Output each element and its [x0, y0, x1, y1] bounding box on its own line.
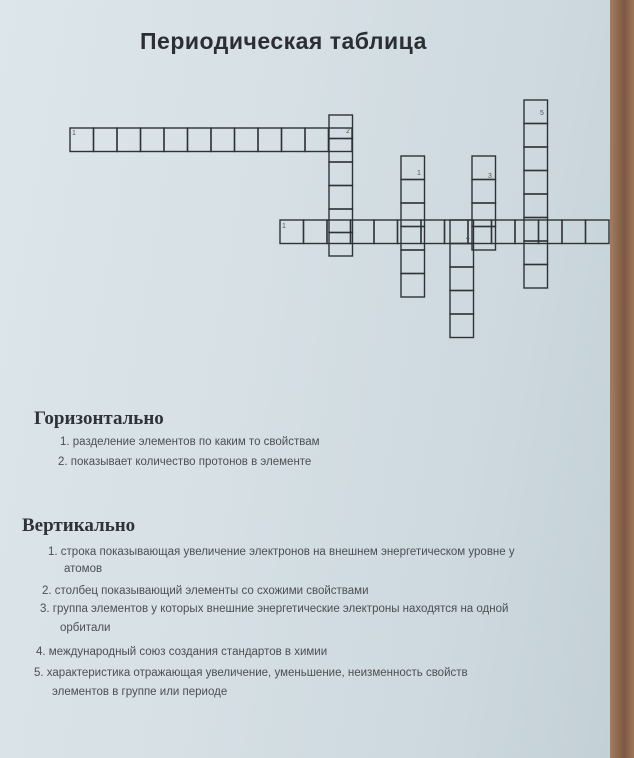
vertical-clue-1-cont: атомов [64, 563, 103, 575]
v4-cell[interactable] [450, 244, 474, 268]
h2-cell[interactable] [305, 128, 329, 152]
v4-cell[interactable] [450, 291, 474, 315]
h1-cell[interactable] [586, 220, 610, 244]
table-surface [610, 0, 634, 758]
v1-cell[interactable] [401, 274, 425, 298]
vertical-clue-4: 4. международный союз создания стандартов в химии [36, 646, 328, 658]
v2-number: 2 [346, 128, 350, 135]
h2-cell[interactable] [282, 128, 306, 152]
v4-cell[interactable] [450, 267, 474, 291]
h2-number: 1 [72, 130, 76, 137]
v1-cell[interactable] [401, 180, 425, 204]
v1-cell[interactable] [401, 156, 425, 180]
h1-cell[interactable] [539, 220, 563, 244]
vertical-clue-2: 2. столбец показывающий элементы со схожими свойствами [42, 585, 369, 597]
v4-cell[interactable] [450, 314, 474, 338]
page-title: Периодическая таблица [140, 28, 427, 54]
h1-cell[interactable] [374, 220, 398, 244]
vertical-heading: Вертикально [22, 515, 136, 536]
v5-cell[interactable] [524, 100, 548, 124]
h1-cell[interactable] [562, 220, 586, 244]
vertical-clue-3-cont: орбитали [60, 622, 111, 634]
v4-number: 4 [466, 235, 470, 242]
horizontal-clue-2: 2. показывает количество протонов в элементе [58, 456, 312, 468]
v5-cell[interactable] [524, 147, 548, 171]
v5-cell[interactable] [524, 241, 548, 265]
v1-cell[interactable] [401, 250, 425, 274]
v2-cell[interactable] [329, 162, 353, 186]
h2-cell[interactable] [258, 128, 282, 152]
h2-cell[interactable] [141, 128, 165, 152]
v3-cell[interactable] [472, 156, 496, 180]
v2-cell[interactable] [329, 186, 353, 210]
crossword-grid [0, 0, 614, 360]
horizontal-clue-1: 1. разделение элементов по каким то свойствам [60, 436, 320, 448]
v2-cell[interactable] [329, 233, 353, 257]
vertical-clue-5-cont: элементов в группе или периоде [52, 686, 228, 698]
h2-cell[interactable] [164, 128, 188, 152]
v2-cell[interactable] [329, 139, 353, 163]
h2-cell[interactable] [117, 128, 141, 152]
h2-cell[interactable] [235, 128, 259, 152]
v5-number: 5 [540, 110, 544, 117]
vertical-clue-5: 5. характеристика отражающая увеличение, уменьшение, неизменность свойств [34, 667, 468, 679]
vertical-clue-3: 3. группа элементов у которых внешние энергетические электроны находятся на одной [40, 603, 509, 615]
h2-cell[interactable] [188, 128, 212, 152]
horizontal-heading: Горизонтально [34, 408, 164, 429]
h1-cell[interactable] [351, 220, 375, 244]
v5-cell[interactable] [524, 265, 548, 289]
v3-number: 3 [488, 173, 492, 180]
h1-cell[interactable] [515, 220, 539, 244]
v5-cell[interactable] [524, 124, 548, 148]
v5-cell[interactable] [524, 218, 548, 242]
h2-cell[interactable] [94, 128, 118, 152]
v3-cell[interactable] [472, 180, 496, 204]
v5-cell[interactable] [524, 171, 548, 195]
v5-cell[interactable] [524, 194, 548, 218]
h2-cell[interactable] [211, 128, 235, 152]
v1-number: 1 [417, 170, 421, 177]
h1-cell[interactable] [327, 220, 351, 244]
h1-cell[interactable] [304, 220, 328, 244]
v4-cell[interactable] [450, 220, 474, 244]
vertical-clue-1: 1. строка показывающая увеличение электронов на внешнем энергетическом уровне у [48, 546, 515, 558]
h1-cell[interactable] [445, 220, 469, 244]
v2-cell[interactable] [329, 209, 353, 233]
h1-number: 1 [282, 223, 286, 230]
